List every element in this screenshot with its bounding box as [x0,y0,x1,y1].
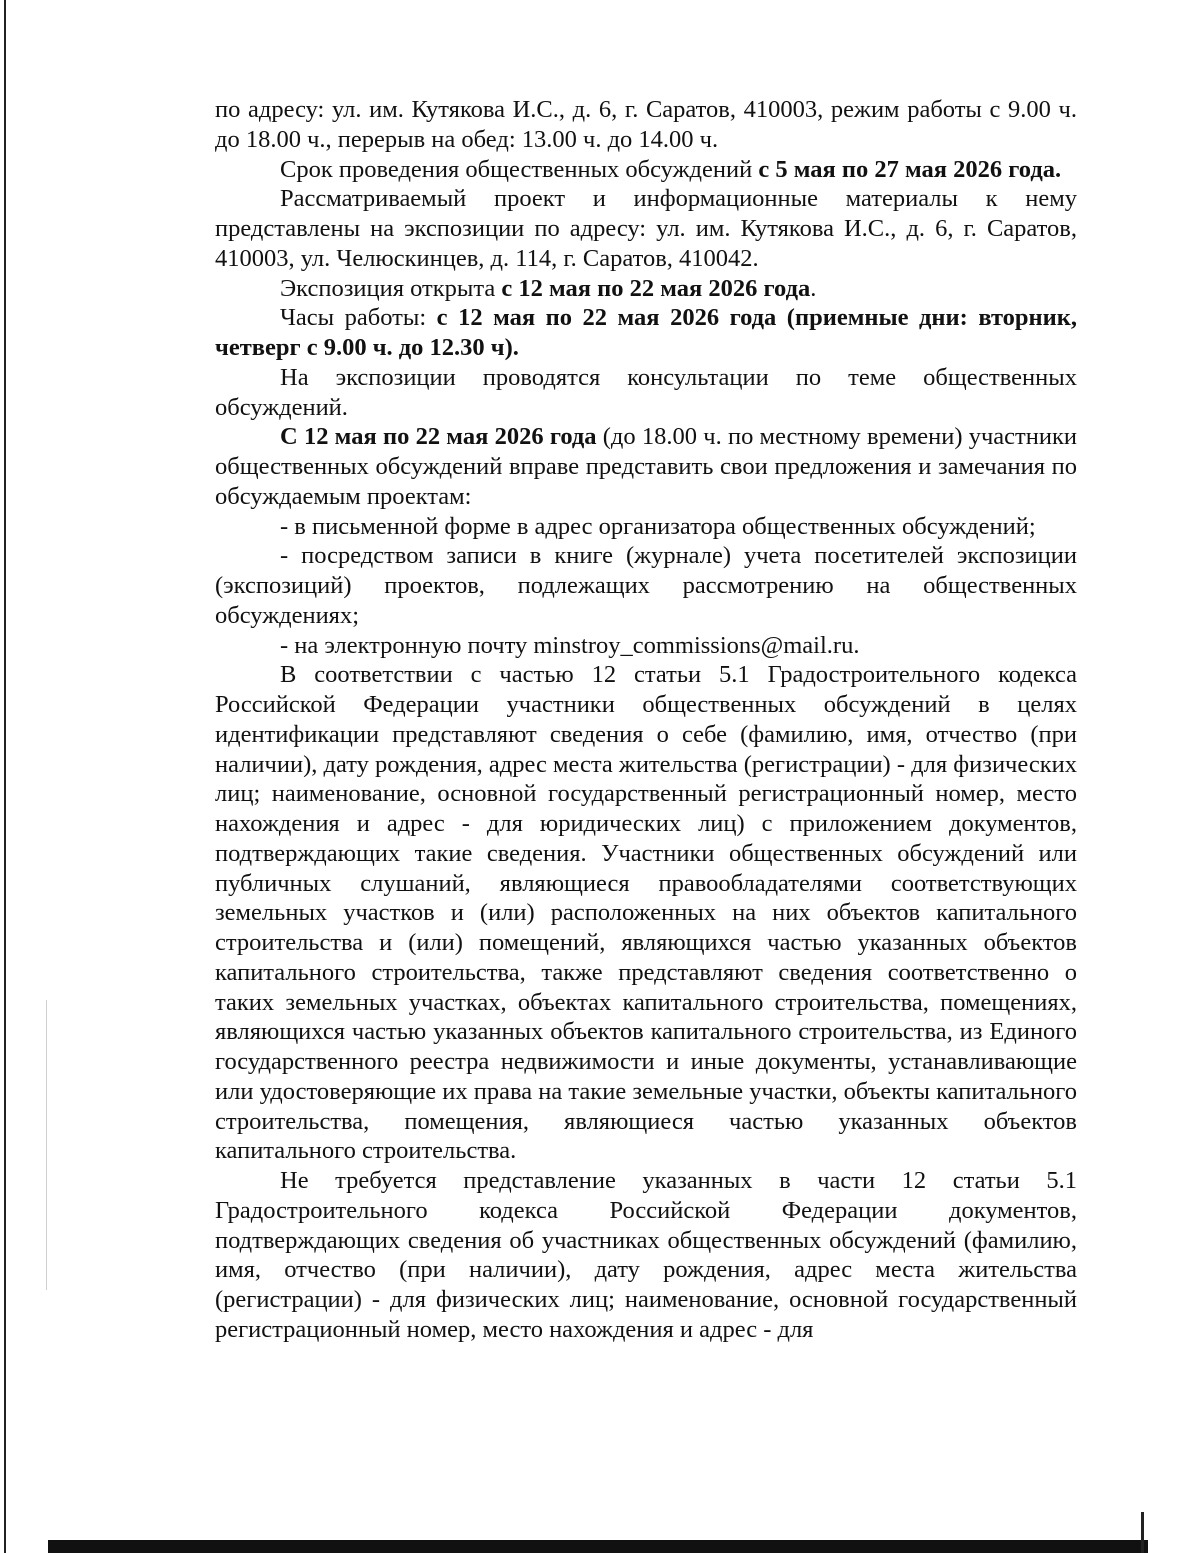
paragraph-exposition-location: Рассматриваемый проект и информационные материалы к нему представлены на экспозиции по адресу: ул. им. Кутякова И.С., д. 6, г. Саратов, 410003, ул. Челюскинцев, д. 114, г. Саратов, 410042. [215,185,1077,272]
paragraph-proposals-period [215,422,1077,511]
discussion-period-text: Срок проведения общественных обсуждений [280,155,759,183]
scan-right-tick [1141,1512,1144,1553]
paragraph-consultations: На экспозиции проводятся консультации по теме общественных обсуждений. [215,363,1077,421]
working-hours-dates: с 12 мая по 22 мая 2026 года (приемные дни: вторник, четверг с 9.00 ч. до 12.30 ч). [215,304,1078,361]
discussion-period-dates: с 5 мая по 27 мая 2026 года. [758,155,1062,183]
proposals-period-text: (до 18.00 ч. по местному времени) участники общественных обсуждений вправе представить свои предложения и замечания по обсуждаемым проектам: [215,423,1077,510]
scan-left-shadow [46,1000,47,1290]
paragraph-identification: В соответствии с частью 12 статьи 5.1 Градостроительного кодекса Российской Федерации участники общественных обсуждений в целях идентификации представляют сведения о себе (фамилию, имя, отчество (при наличии), дату рождения, адрес места жительства (регистрации) - для физических лиц; наименование, основной государственный регистрационный номер, место нахождения и адрес - для юридических лиц) с приложением документов, подтверждающих такие сведения. Участники общественных обсуждений или публичных слушаний, являющиеся правообладателями соответствующих земельных участков и (или) расположенных на них объектов капитального строительства и (или) помещений, являющихся частью указанных объектов капитального строительства, также представляют сведения соответственно о таких земельных участках, объектах капитального строительства, помещениях, являющихся частью указанных объектов капитального строительства, из Единого государственного реестра недвижимости и иные документы, устанавливающие или удостоверяющие их права на такие земельные участки, объекты капитального строительства, помещения, являющиеся частью указанных объектов капитального строительства. [215,661,1077,1165]
exposition-open-end: . [810,274,817,302]
paragraph-not-required: Не требуется представление указанных в части 12 статьи 5.1 Градостроительного кодекса Российской Федерации документов, подтверждающих сведения об участниках общественных обсуждений (фамилию, имя, отчество (при наличии), дату рождения, адрес места жительства (регистрации) - для физических лиц; наименование, основной государственный регистрационный номер, место нахождения и адрес - для [215,1167,1077,1343]
paragraph-exposition-open [215,274,1077,304]
scan-left-edge [4,0,6,1553]
list-item-email: - на электронную почту minstroy_commissions@mail.ru. [280,631,860,659]
document-body [215,95,1077,1345]
list-item-journal-record: - посредством записи в книге (журнале) учета посетителей экспозиции (экспозиций) проектов, подлежащих рассмотрению на общественных обсуждениях; [215,542,1077,629]
scan-bottom-bar [48,1540,1148,1553]
proposals-period-dates: С 12 мая по 22 мая 2026 года [280,423,597,451]
paragraph-working-hours [215,303,1077,363]
list-item-written-form: - в письменной форме в адрес организатора общественных обсуждений; [280,512,1036,540]
paragraph-discussion-period [215,155,1077,185]
working-hours-text: Часы работы: [280,304,437,332]
exposition-open-dates: с 12 мая по 22 мая 2026 года [501,274,811,302]
paragraph-address: по адресу: ул. им. Кутякова И.С., д. 6, г. Саратов, 410003, режим работы с 9.00 ч. до 18.00 ч., перерыв на обед: 13.00 ч. до 14.00 ч. [215,96,1077,153]
exposition-open-text: Экспозиция открыта [280,274,502,302]
